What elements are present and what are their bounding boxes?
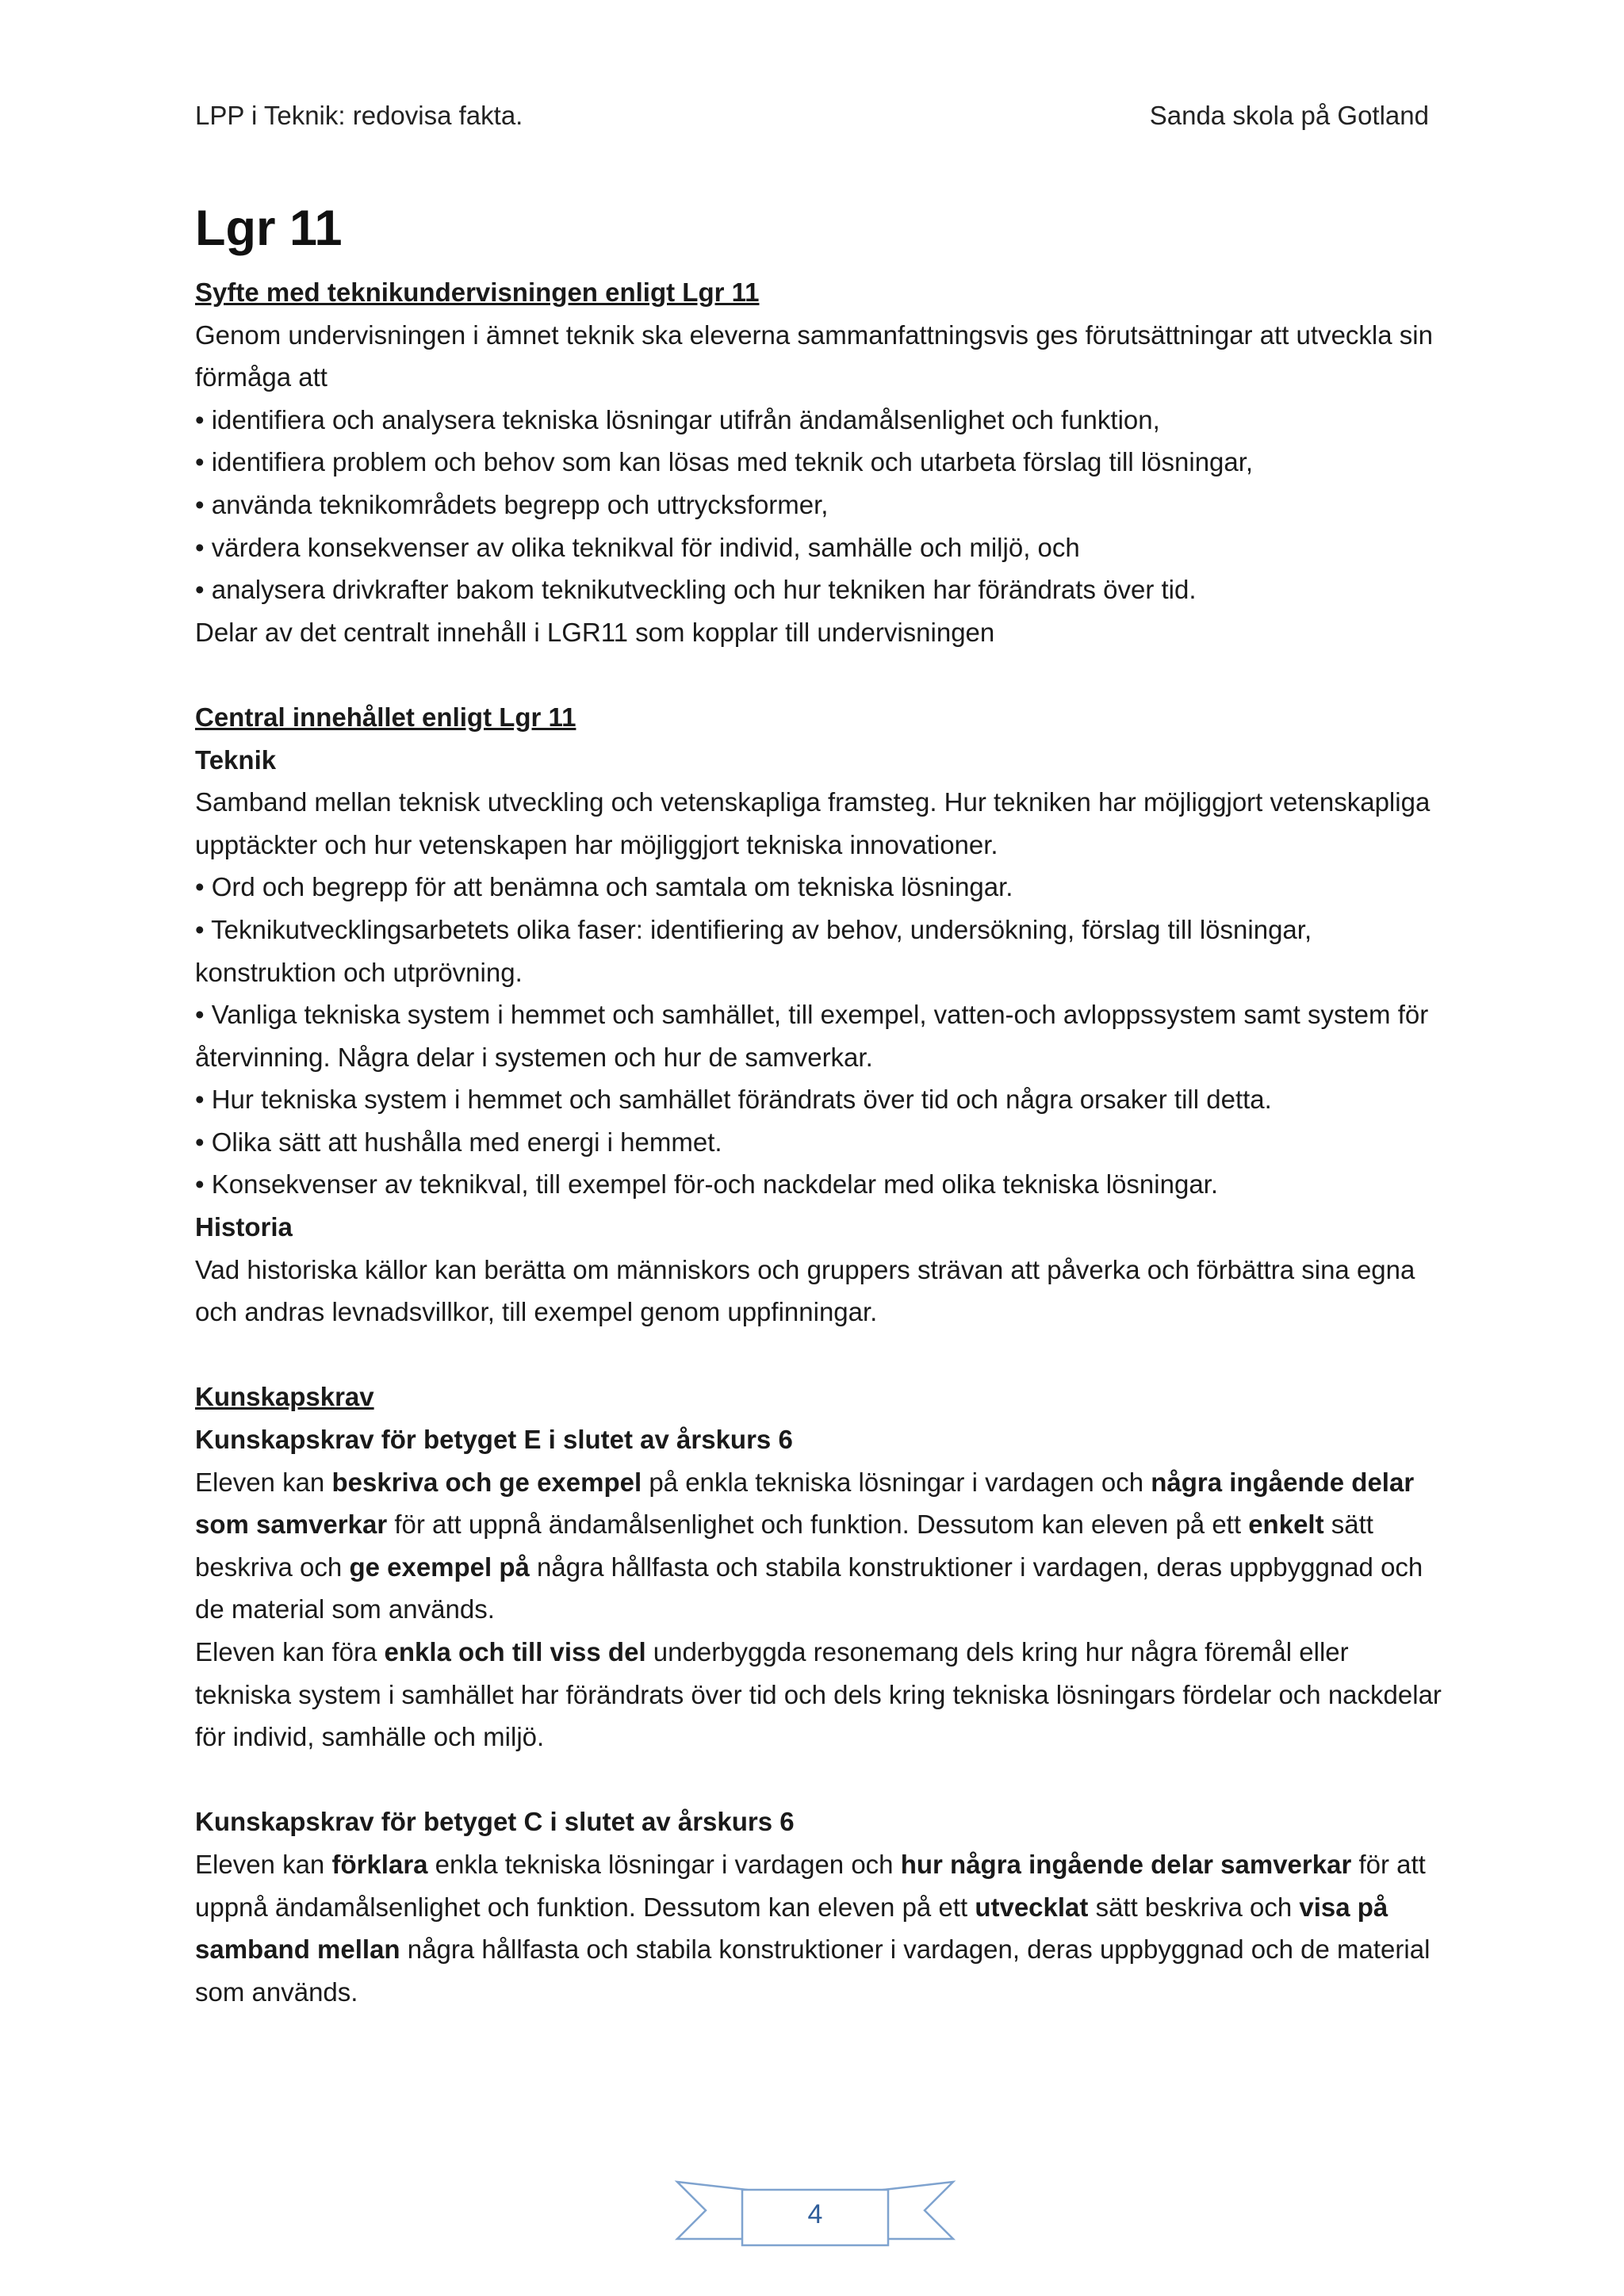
bold-run: enkelt bbox=[1248, 1510, 1324, 1540]
section-heading-syfte: Syfte med teknikundervisningen enligt Lgr 11 bbox=[195, 277, 760, 307]
bold-run: förklara bbox=[331, 1849, 428, 1879]
text-run: Eleven kan föra bbox=[195, 1637, 385, 1667]
text-run: sätt beskriva och bbox=[1088, 1892, 1300, 1922]
header-right: Sanda skola på Gotland bbox=[1149, 101, 1429, 130]
document-title: Lgr 11 bbox=[195, 201, 343, 256]
section-heading-kunskapskrav: Kunskapskrav bbox=[195, 1382, 374, 1412]
central-bullet: • Vanliga tekniska system i hemmet och samhället, till exempel, vatten-och avloppssystem samt system för återvinning. Några delar i systemen och hur de samverkar. bbox=[195, 1000, 1429, 1072]
page-header bbox=[195, 97, 1429, 135]
section-heading-central: Central innehållet enligt Lgr 11 bbox=[195, 702, 576, 732]
syfte-outro: Delar av det centralt innehåll i LGR11 som kopplar till undervisningen bbox=[195, 617, 995, 647]
text-run: för att uppnå ändamålsenlighet och funktion. Dessutom kan eleven på ett bbox=[387, 1510, 1249, 1540]
central-bullet: • Konsekvenser av teknikval, till exempel för-och nackdelar med olika tekniska lösningar. bbox=[195, 1169, 1219, 1200]
teknik-intro: Samband mellan teknisk utveckling och vetenskapliga framsteg. Hur tekniken har möjliggjort vetenskapliga upptäckter och hur vetenskapen har möjliggjort tekniska innovationer. bbox=[195, 787, 1431, 859]
bold-run: enkla och till viss del bbox=[384, 1637, 646, 1667]
text-run: sätt beskriva och bbox=[195, 1510, 1373, 1582]
text-run: några hållfasta och stabila konstruktioner i vardagen, deras uppbyggnad och de material som används. bbox=[195, 1552, 1423, 1624]
text-run: enkla tekniska lösningar i vardagen och bbox=[427, 1849, 901, 1879]
text-run: Eleven kan bbox=[195, 1467, 332, 1497]
betyg-e-paragraph-1 bbox=[195, 1461, 1448, 1631]
bold-run: hur några ingående delar samverkar bbox=[900, 1849, 1352, 1879]
subheading-teknik: Teknik bbox=[195, 744, 277, 775]
spacer bbox=[195, 653, 1448, 696]
syfte-bullet: • värdera konsekvenser av olika teknikval för individ, samhälle och miljö, och bbox=[195, 532, 1080, 562]
text-run: på enkla tekniska lösningar i vardagen och bbox=[642, 1467, 1151, 1497]
betyg-e-paragraph-2 bbox=[195, 1631, 1448, 1758]
spacer bbox=[195, 1334, 1448, 1376]
central-bullet: • Hur tekniska system i hemmet och samhället förändrats över tid och några orsaker till detta. bbox=[195, 1085, 1272, 1115]
text-run: Eleven kan bbox=[195, 1849, 332, 1879]
betyg-c-paragraph-1 bbox=[195, 1843, 1448, 2013]
bold-run: några ingående delar som samverkar bbox=[195, 1467, 1415, 1540]
bold-run: ge exempel på bbox=[349, 1552, 530, 1582]
subheading-betyg-e: Kunskapskrav för betyget E i slutet av årskurs 6 bbox=[195, 1425, 793, 1455]
central-bullet: • Ord och begrepp för att benämna och samtala om tekniska lösningar. bbox=[195, 872, 1013, 902]
syfte-bullet: • identifiera och analysera tekniska lösningar utifrån ändamålsenlighet och funktion, bbox=[195, 404, 1160, 434]
central-bullet: • Teknikutvecklingsarbetets olika faser: identifiering av behov, undersökning, förslag till lösningar, konstruktion och utprövning. bbox=[195, 914, 1312, 987]
historia-text: Vad historiska källor kan berätta om människors och gruppers strävan att påverka och förbättra sina egna och andras levnadsvillkor, till exempel genom uppfinningar. bbox=[195, 1254, 1415, 1327]
text-run: några hållfasta och stabila konstruktioner i vardagen, deras uppbyggnad och de material som används. bbox=[195, 1934, 1431, 2007]
page-number: 4 bbox=[807, 2198, 823, 2229]
syfte-intro: Genom undervisningen i ämnet teknik ska eleverna sammanfattningsvis ges förutsättningar att utveckla sin förmåga att bbox=[195, 320, 1433, 392]
bold-run: visa på samband mellan bbox=[195, 1892, 1388, 1965]
syfte-bullet: • analysera drivkrafter bakom teknikutveckling och hur tekniken har förändrats över tid. bbox=[195, 575, 1197, 605]
header-left: LPP i Teknik: redovisa fakta. bbox=[195, 101, 523, 130]
page-footer bbox=[674, 2171, 956, 2250]
central-bullet: • Olika sätt att hushålla med energi i hemmet. bbox=[195, 1127, 722, 1157]
text-run: för att uppnå ändamålsenlighet och funktion. Dessutom kan eleven på ett bbox=[195, 1849, 1426, 1922]
subheading-betyg-c: Kunskapskrav för betyget C i slutet av årskurs 6 bbox=[195, 1807, 795, 1837]
syfte-bullet: • identifiera problem och behov som kan lösas med teknik och utarbeta förslag till lösningar, bbox=[195, 447, 1254, 477]
document-body bbox=[195, 197, 1448, 2013]
bold-run: beskriva och ge exempel bbox=[331, 1467, 642, 1497]
syfte-bullet: • använda teknikområdets begrepp och uttrycksformer, bbox=[195, 489, 829, 519]
text-run: underbyggda resonemang dels kring hur några föremål eller tekniska system i samhället har förändrats över tid och dels kring tekniska lösningars fördelar och nackdelar för individ, samhälle och miljö. bbox=[195, 1637, 1442, 1752]
spacer bbox=[195, 1758, 1448, 1801]
bold-run: utvecklat bbox=[975, 1892, 1089, 1922]
subheading-historia: Historia bbox=[195, 1212, 293, 1242]
